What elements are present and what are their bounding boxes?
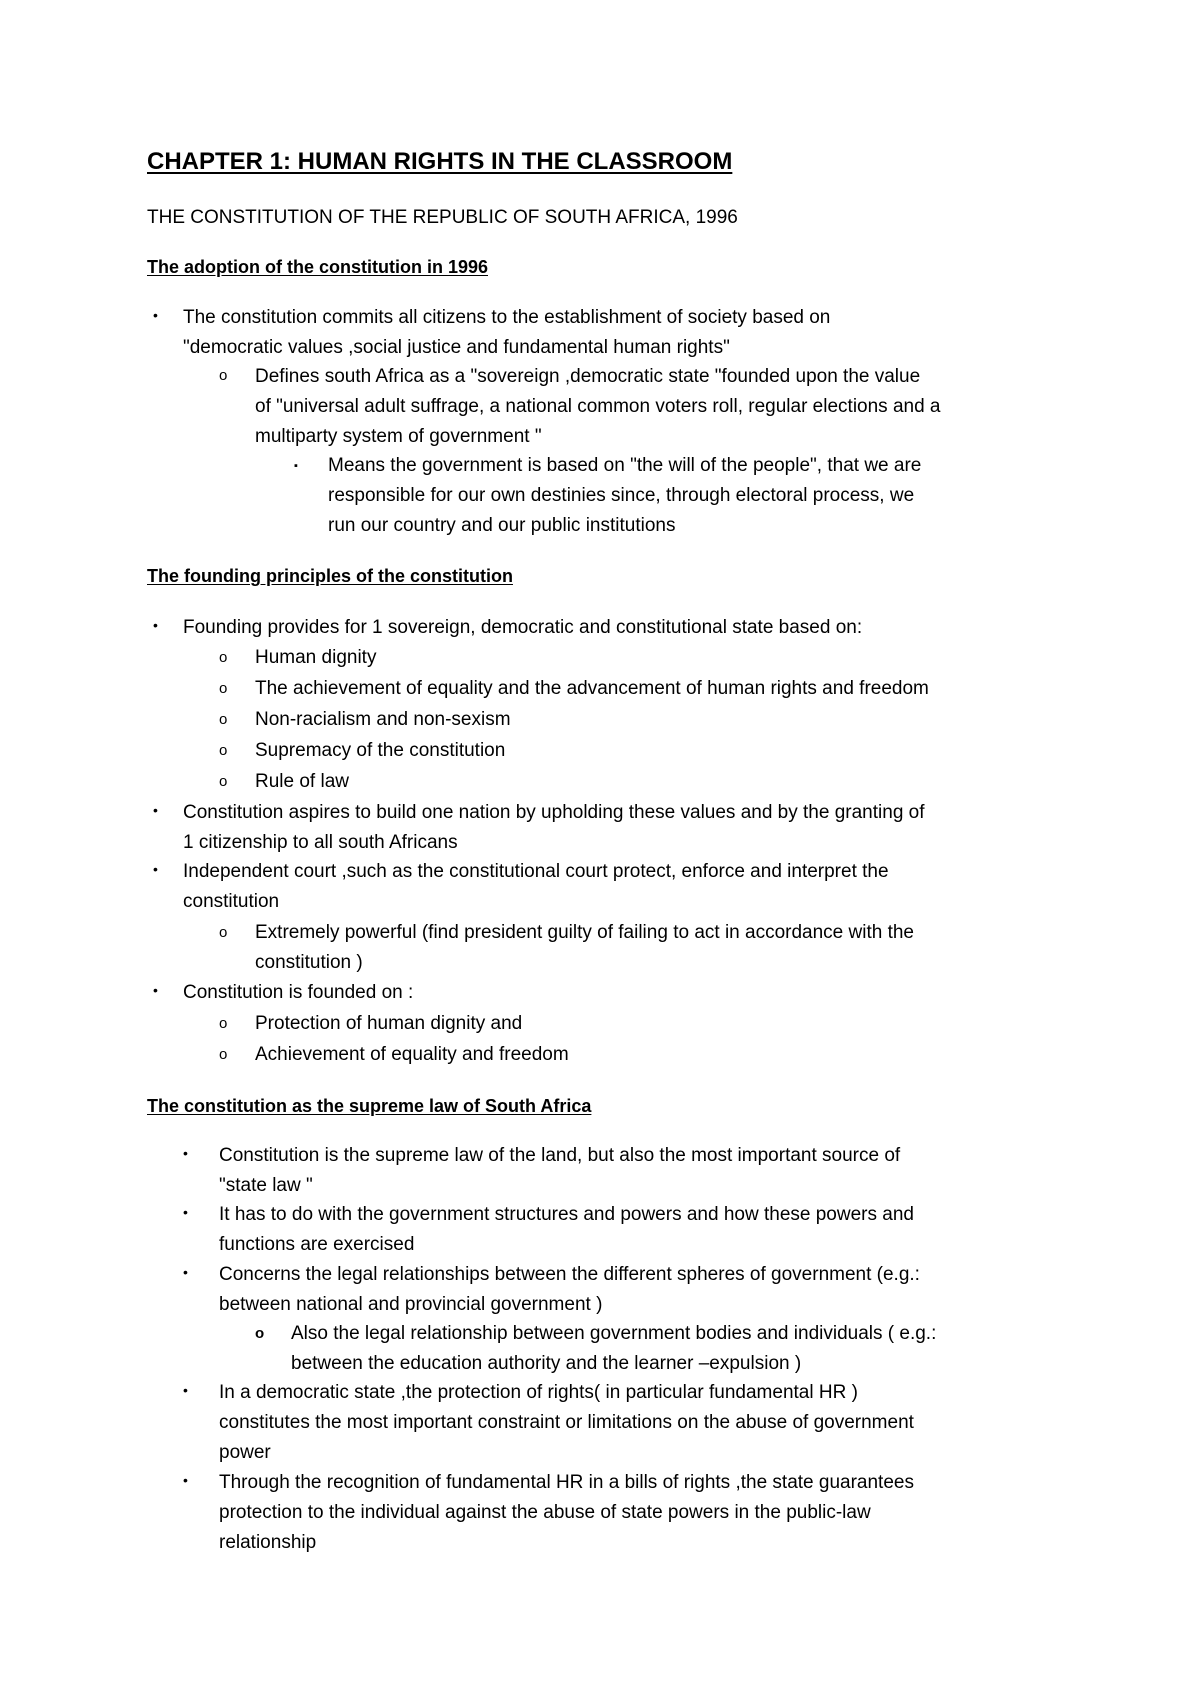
list-item: The achievement of equality and the advancement of human rights and freedom [255,678,929,699]
bullet-circle: o [219,680,228,697]
list-item: The constitution commits all citizens to the establishment of society based on [183,307,831,328]
list-item: relationship [219,1532,317,1553]
bullet-dot: • [153,802,158,818]
list-item: constitutes the most important constraint or limitations on the abuse of government [219,1412,914,1433]
list-item: constitution [183,891,280,912]
list-item: "state law " [219,1175,313,1196]
bullet-square: ▪ [294,460,298,472]
list-item: between national and provincial government ) [219,1294,603,1315]
list-item: Independent court ,such as the constitutional court protect, enforce and interpret the [183,861,889,882]
list-item: between the education authority and the learner –expulsion ) [291,1353,802,1374]
bullet-circle: o [219,924,228,941]
list-item: Constitution aspires to build one nation by upholding these values and by the granting of [183,802,925,823]
bullet-circle: o [219,773,228,790]
list-item: Achievement of equality and freedom [255,1044,569,1065]
list-item: Supremacy of the constitution [255,740,506,761]
list-item: Constitution is founded on : [183,982,414,1003]
chapter-title: CHAPTER 1: HUMAN RIGHTS IN THE CLASSROOM [147,148,733,175]
list-item: Means the government is based on "the will of the people", that we are [328,455,922,476]
list-item: It has to do with the government structures and powers and how these powers and [219,1204,914,1225]
section-heading-supreme-law: The constitution as the supreme law of South Africa [147,1096,592,1116]
section-heading-adoption: The adoption of the constitution in 1996 [147,257,488,277]
list-item: Also the legal relationship between government bodies and individuals ( e.g.: [291,1323,937,1344]
list-item: Concerns the legal relationships between the different spheres of government (e.g.: [219,1264,920,1285]
list-item: Human dignity [255,647,377,668]
bullet-circle: o [255,1325,265,1342]
bullet-circle: o [219,1015,228,1032]
section-heading-founding-principles: The founding principles of the constitution [147,566,513,586]
list-item: multiparty system of government " [255,426,542,447]
bullet-circle: o [219,711,228,728]
list-item: Constitution is the supreme law of the land, but also the most important source of [219,1145,901,1166]
list-item: In a democratic state ,the protection of rights( in particular fundamental HR ) [219,1382,858,1403]
list-item: Rule of law [255,771,349,792]
bullet-dot: • [183,1204,188,1220]
bullet-dot: • [183,1382,188,1398]
bullet-circle: o [219,649,228,666]
list-item: "democratic values ,social justice and fundamental human rights" [183,337,730,358]
bullet-dot: • [183,1145,188,1161]
list-item: Non-racialism and non-sexism [255,709,511,730]
list-item: constitution ) [255,952,363,973]
list-item: protection to the individual against the abuse of state powers in the public-law [219,1502,871,1523]
list-item: responsible for our own destinies since, through electoral process, we [328,485,915,506]
list-item: power [219,1442,271,1463]
bullet-circle: o [219,367,228,384]
list-item: functions are exercised [219,1234,415,1255]
bullet-dot: • [153,861,158,877]
list-item: Founding provides for 1 sovereign, democratic and constitutional state based on: [183,617,863,638]
bullet-dot: • [183,1472,188,1488]
list-item: of "universal adult suffrage, a national common voters roll, regular elections and a [255,396,941,417]
bullet-circle: o [219,1046,228,1063]
list-item: Through the recognition of fundamental HR in a bills of rights ,the state guarantees [219,1472,914,1493]
bullet-dot: • [153,982,158,998]
list-item: Protection of human dignity and [255,1013,523,1034]
bullet-dot: • [153,307,158,323]
list-item: 1 citizenship to all south Africans [183,832,458,853]
bullet-circle: o [219,742,228,759]
document-subtitle: THE CONSTITUTION OF THE REPUBLIC OF SOUTH AFRICA, 1996 [147,207,738,228]
list-item: Extremely powerful (find president guilty of failing to act in accordance with the [255,922,914,943]
list-item: run our country and our public institutions [328,515,676,536]
bullet-dot: • [183,1264,188,1280]
bullet-dot: • [153,617,158,633]
list-item: Defines south Africa as a "sovereign ,democratic state "founded upon the value [255,366,921,387]
